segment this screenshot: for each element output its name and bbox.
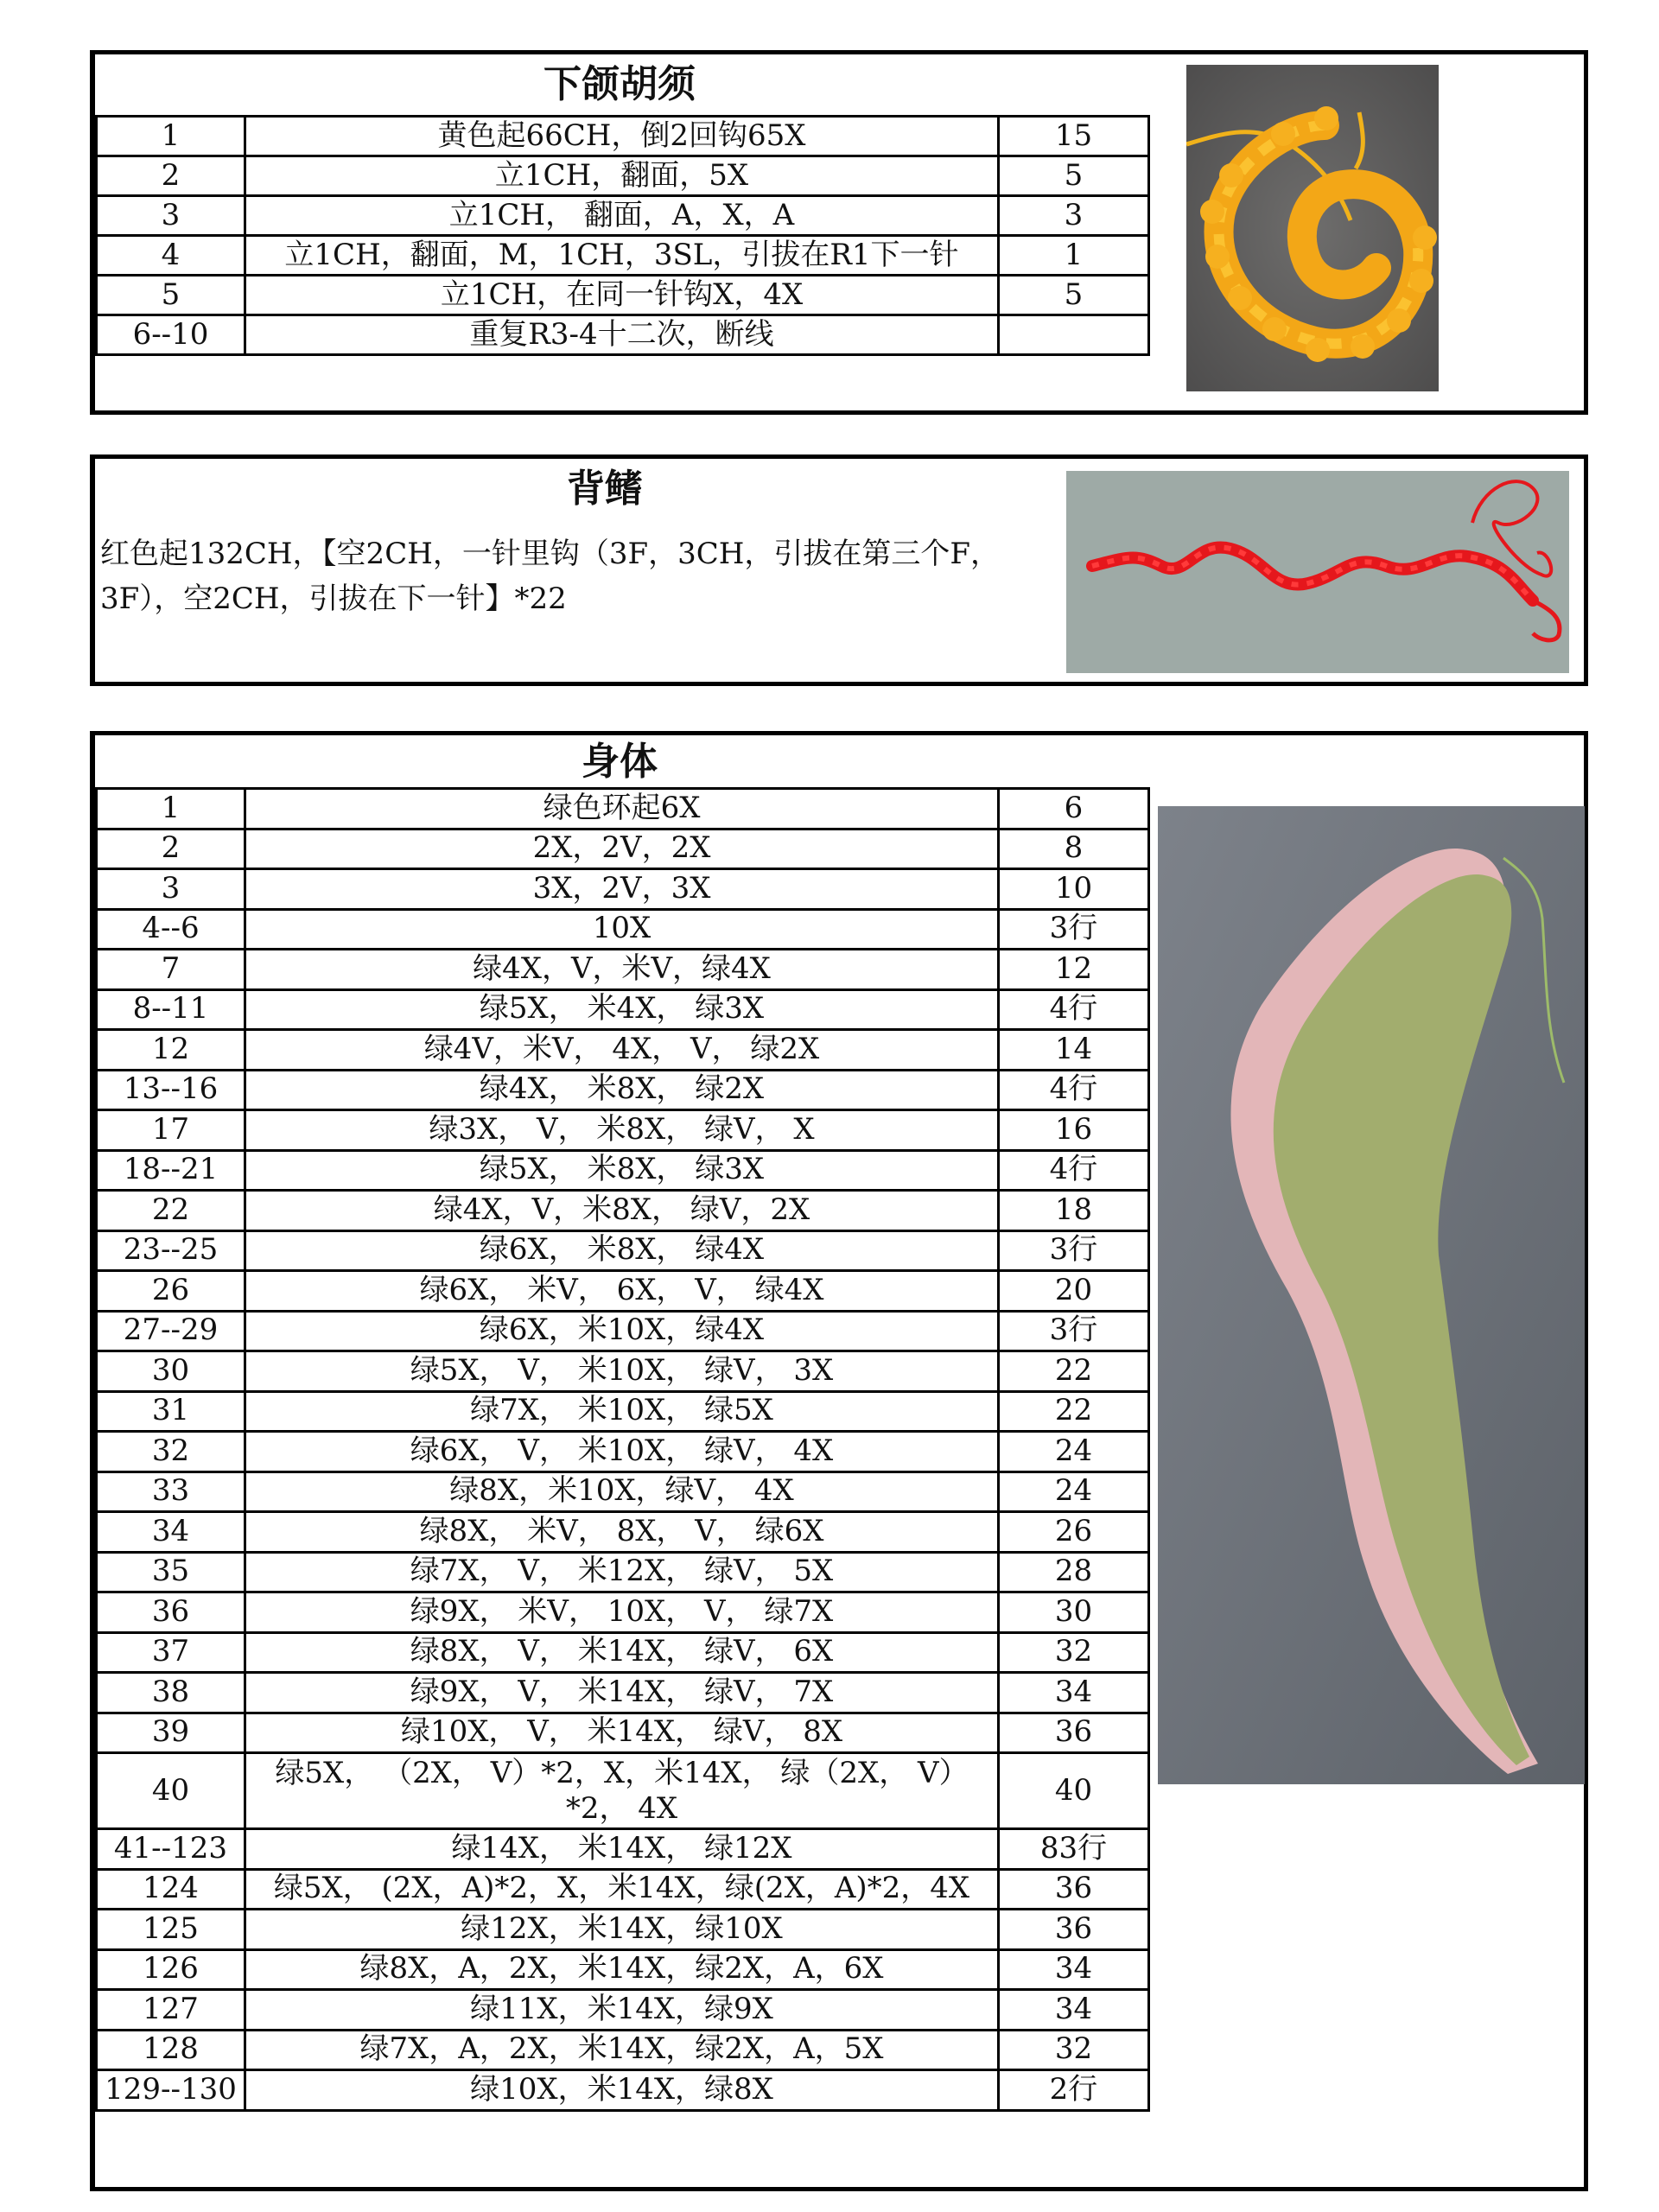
row-number-cell: 2 — [97, 156, 245, 196]
stitch-count-cell — [999, 315, 1149, 355]
instruction-cell: 绿7X， V， 米12X， 绿V， 5X — [245, 1552, 999, 1592]
row-number-cell: 30 — [97, 1351, 245, 1392]
stitch-count-cell: 5 — [999, 276, 1149, 315]
row-number-cell: 22 — [97, 1191, 245, 1231]
body-row — [97, 1070, 1149, 1110]
row-number-cell: 3 — [97, 869, 245, 910]
stitch-count-cell: 3行 — [999, 1311, 1149, 1351]
stitch-count-cell: 36 — [999, 1713, 1149, 1753]
body-row — [97, 2030, 1149, 2070]
body-row — [97, 1632, 1149, 1673]
body-row — [97, 1271, 1149, 1312]
instruction-cell: 立1CH，在同一针钩X，4X — [245, 276, 999, 315]
row-number-cell: 37 — [97, 1632, 245, 1673]
stitch-count-cell: 34 — [999, 1673, 1149, 1713]
instruction-cell: 绿14X， 米14X， 绿12X — [245, 1829, 999, 1870]
body-row — [97, 1191, 1149, 1231]
instruction-cell: 黄色起66CH，倒2回钩65X — [245, 117, 999, 156]
instruction-cell: 绿4X，V，米V，绿4X — [245, 950, 999, 990]
instruction-cell: 立1CH， 翻面，A，X，A — [245, 196, 999, 236]
row-number-cell: 18--21 — [97, 1150, 245, 1191]
stitch-count-cell: 3行 — [999, 1230, 1149, 1271]
body-row — [97, 1150, 1149, 1191]
row-number-cell: 41--123 — [97, 1829, 245, 1870]
jaw-beard-row — [97, 315, 1149, 355]
body-row — [97, 950, 1149, 990]
body-row — [97, 1753, 1149, 1829]
body-row — [97, 1351, 1149, 1392]
stitch-count-cell: 14 — [999, 1030, 1149, 1071]
body-section — [90, 731, 1588, 2191]
row-number-cell: 34 — [97, 1512, 245, 1553]
stitch-count-cell: 22 — [999, 1391, 1149, 1432]
row-number-cell: 39 — [97, 1713, 245, 1753]
body-row — [97, 1110, 1149, 1151]
stitch-count-cell: 28 — [999, 1552, 1149, 1592]
instruction-cell: 绿8X，A，2X，米14X，绿2X，A，6X — [245, 1949, 999, 1990]
jaw-beard-row — [97, 156, 1149, 196]
body-row — [97, 989, 1149, 1030]
jaw-beard-title: 下颌胡须 — [543, 62, 696, 106]
stitch-count-cell: 2行 — [999, 2070, 1149, 2111]
instruction-cell: 绿5X， 米4X， 绿3X — [245, 989, 999, 1030]
body-row — [97, 1869, 1149, 1910]
stitch-count-cell: 32 — [999, 2030, 1149, 2070]
dorsal-fin-title: 背鳍 — [567, 467, 643, 511]
stitch-count-cell: 22 — [999, 1351, 1149, 1392]
row-number-cell: 17 — [97, 1110, 245, 1151]
body-row — [97, 1910, 1149, 1950]
jaw-beard-row — [97, 196, 1149, 236]
row-number-cell: 124 — [97, 1869, 245, 1910]
instruction-cell: 立1CH，翻面，M，1CH，3SL，引拔在R1下一针 — [245, 236, 999, 276]
instruction-cell: 立1CH，翻面，5X — [245, 156, 999, 196]
stitch-count-cell: 3行 — [999, 909, 1149, 950]
body-row — [97, 1949, 1149, 1990]
row-number-cell: 4--6 — [97, 909, 245, 950]
jaw-beard-row — [97, 236, 1149, 276]
instruction-cell: 绿7X， 米10X， 绿5X — [245, 1391, 999, 1432]
red-crochet-fin-photo — [1066, 471, 1569, 673]
row-number-cell: 31 — [97, 1391, 245, 1432]
instruction-cell: 绿4X，V，米8X， 绿V，2X — [245, 1191, 999, 1231]
body-row — [97, 1471, 1149, 1512]
stitch-count-cell: 34 — [999, 1949, 1149, 1990]
instruction-cell: 绿4V，米V， 4X， V， 绿2X — [245, 1030, 999, 1071]
stitch-count-cell: 1 — [999, 236, 1149, 276]
row-number-cell: 33 — [97, 1471, 245, 1512]
instruction-cell: 绿8X， V， 米14X， 绿V， 6X — [245, 1632, 999, 1673]
body-row — [97, 1391, 1149, 1432]
row-number-cell: 1 — [97, 117, 245, 156]
body-title: 身体 — [582, 740, 658, 784]
row-number-cell: 27--29 — [97, 1311, 245, 1351]
instruction-cell: 绿8X， 米V， 8X， V， 绿6X — [245, 1512, 999, 1553]
instruction-cell: 绿5X， （2X， V）*2，X，米14X， 绿（2X， V）*2， 4X — [245, 1753, 999, 1829]
dorsal-fin-section — [90, 454, 1588, 686]
instruction-cell: 绿9X， 米V， 10X， V， 绿7X — [245, 1592, 999, 1633]
instruction-cell: 绿8X，米10X，绿V， 4X — [245, 1471, 999, 1512]
blank-cell — [97, 355, 1149, 394]
body-row — [97, 869, 1149, 910]
stitch-count-cell: 24 — [999, 1471, 1149, 1512]
row-number-cell: 38 — [97, 1673, 245, 1713]
row-number-cell: 35 — [97, 1552, 245, 1592]
stitch-count-cell: 20 — [999, 1271, 1149, 1312]
stitch-count-cell: 4行 — [999, 1150, 1149, 1191]
jaw-beard-row — [97, 276, 1149, 315]
body-row — [97, 1432, 1149, 1472]
instruction-cell: 10X — [245, 909, 999, 950]
stitch-count-cell: 36 — [999, 1869, 1149, 1910]
stitch-count-cell: 15 — [999, 117, 1149, 156]
body-row — [97, 829, 1149, 869]
instruction-cell: 绿6X， 米8X， 绿4X — [245, 1230, 999, 1271]
stitch-count-cell: 4行 — [999, 989, 1149, 1030]
stitch-count-cell: 24 — [999, 1432, 1149, 1472]
row-number-cell: 129--130 — [97, 2070, 245, 2111]
jaw-beard-table — [95, 115, 1150, 393]
stitch-count-cell: 5 — [999, 156, 1149, 196]
body-row — [97, 909, 1149, 950]
dorsal-fin-text-line1: 红色起132CH，【空2CH，一针里钩（3F，3CH，引拔在第三个F， — [100, 537, 1000, 571]
stitch-count-cell: 18 — [999, 1191, 1149, 1231]
body-row — [97, 1592, 1149, 1633]
body-row — [97, 2070, 1149, 2111]
stitch-count-cell: 4行 — [999, 1070, 1149, 1110]
row-number-cell: 8--11 — [97, 989, 245, 1030]
body-row — [97, 1512, 1149, 1553]
instruction-cell: 重复R3-4十二次，断线 — [245, 315, 999, 355]
instruction-cell: 绿7X，A，2X，米14X，绿2X，A，5X — [245, 2030, 999, 2070]
instruction-cell: 2X，2V，2X — [245, 829, 999, 869]
yellow-crochet-beard-photo — [1186, 65, 1439, 391]
row-number-cell: 36 — [97, 1592, 245, 1633]
row-number-cell: 23--25 — [97, 1230, 245, 1271]
body-row — [97, 1311, 1149, 1351]
row-number-cell: 26 — [97, 1271, 245, 1312]
body-row — [97, 1230, 1149, 1271]
instruction-cell: 绿10X，米14X，绿8X — [245, 2070, 999, 2111]
dorsal-fin-text-line2: 3F），空2CH，引拔在下一针】*22 — [100, 582, 567, 616]
jaw-beard-blank-row — [97, 355, 1149, 394]
instruction-cell: 绿3X， V， 米8X， 绿V， X — [245, 1110, 999, 1151]
instruction-cell: 绿12X，米14X，绿10X — [245, 1910, 999, 1950]
body-row — [97, 1552, 1149, 1592]
row-number-cell: 3 — [97, 196, 245, 236]
dorsal-fin-instructions — [100, 531, 1058, 621]
green-pink-crochet-body-photo — [1158, 806, 1585, 1784]
row-number-cell: 2 — [97, 829, 245, 869]
instruction-cell: 绿9X， V， 米14X， 绿V， 7X — [245, 1673, 999, 1713]
row-number-cell: 5 — [97, 276, 245, 315]
row-number-cell: 7 — [97, 950, 245, 990]
row-number-cell: 6--10 — [97, 315, 245, 355]
body-row — [97, 789, 1149, 830]
row-number-cell: 13--16 — [97, 1070, 245, 1110]
row-number-cell: 40 — [97, 1753, 245, 1829]
instruction-cell: 绿5X， 米8X， 绿3X — [245, 1150, 999, 1191]
row-number-cell: 128 — [97, 2030, 245, 2070]
stitch-count-cell: 16 — [999, 1110, 1149, 1151]
stitch-count-cell: 6 — [999, 789, 1149, 830]
jaw-beard-section — [90, 50, 1588, 415]
instruction-cell: 绿10X， V， 米14X， 绿V， 8X — [245, 1713, 999, 1753]
instruction-cell: 绿5X， V， 米10X， 绿V， 3X — [245, 1351, 999, 1392]
instruction-cell: 绿6X， 米V， 6X， V， 绿4X — [245, 1271, 999, 1312]
stitch-count-cell: 12 — [999, 950, 1149, 990]
body-row — [97, 1990, 1149, 2031]
stitch-count-cell: 30 — [999, 1592, 1149, 1633]
instruction-cell: 3X，2V，3X — [245, 869, 999, 910]
stitch-count-cell: 3 — [999, 196, 1149, 236]
body-row — [97, 1829, 1149, 1870]
row-number-cell: 1 — [97, 789, 245, 830]
body-row — [97, 1030, 1149, 1071]
stitch-count-cell: 83行 — [999, 1829, 1149, 1870]
row-number-cell: 4 — [97, 236, 245, 276]
row-number-cell: 126 — [97, 1949, 245, 1990]
row-number-cell: 12 — [97, 1030, 245, 1071]
stitch-count-cell: 10 — [999, 869, 1149, 910]
row-number-cell: 32 — [97, 1432, 245, 1472]
stitch-count-cell: 32 — [999, 1632, 1149, 1673]
row-number-cell: 125 — [97, 1910, 245, 1950]
body-row — [97, 1713, 1149, 1753]
stitch-count-cell: 34 — [999, 1990, 1149, 2031]
instruction-cell: 绿5X， (2X，A)*2，X，米14X，绿(2X，A)*2，4X — [245, 1869, 999, 1910]
instruction-cell: 绿6X， V， 米10X， 绿V， 4X — [245, 1432, 999, 1472]
instruction-cell: 绿4X， 米8X， 绿2X — [245, 1070, 999, 1110]
jaw-beard-row — [97, 117, 1149, 156]
stitch-count-cell: 26 — [999, 1512, 1149, 1553]
row-number-cell: 127 — [97, 1990, 245, 2031]
instruction-cell: 绿色环起6X — [245, 789, 999, 830]
body-row — [97, 1673, 1149, 1713]
stitch-count-cell: 8 — [999, 829, 1149, 869]
stitch-count-cell: 36 — [999, 1910, 1149, 1950]
instruction-cell: 绿11X，米14X，绿9X — [245, 1990, 999, 2031]
stitch-count-cell: 40 — [999, 1753, 1149, 1829]
body-table — [95, 787, 1150, 2112]
instruction-cell: 绿6X，米10X，绿4X — [245, 1311, 999, 1351]
